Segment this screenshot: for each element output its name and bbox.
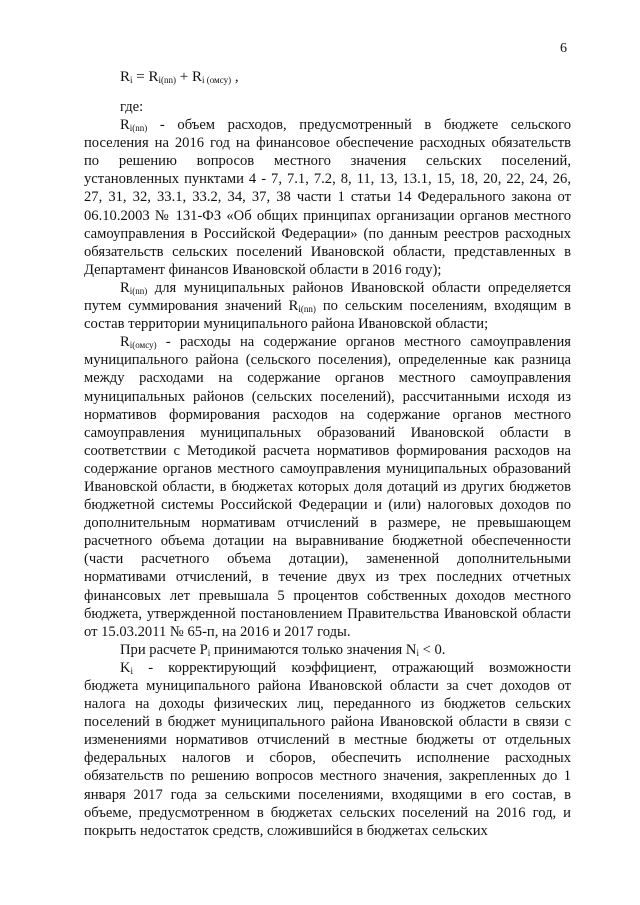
symbol: R	[120, 117, 130, 134]
formula-term1-sub: i(nn)	[158, 75, 177, 85]
symbol-sub-2: i(nn)	[298, 304, 316, 315]
paragraph-pi-condition	[84, 641, 571, 659]
formula-ri	[120, 69, 239, 86]
formula-eq: =	[132, 69, 149, 85]
paragraph-text-a: При расчете P	[120, 641, 208, 658]
paragraph-text-c: < 0.	[418, 641, 446, 658]
formula-tail: ,	[231, 69, 239, 85]
formula-plus: + R	[176, 69, 202, 85]
symbol-sub-2: i	[416, 647, 419, 658]
paragraph-text: - расходы на содержание органов местного самоуправления муниципального района (сельского поселения), определенные как разница между расходами на содержание органов местного самоуправления муниципальных районов (сельских поселений), рассчитанными исходя из нормативов формирования расходов на содержание органов местного самоуправления муниципальных образований Ивановской области в соответствии с Методикой расчета нормативов формирования расходов на содержание органов местного самоуправления муниципальных образований Ивановской области, в бюджетах которых доля дотаций из других бюджетов бюджетной системы Российской Федерации и (или) налоговых доходов по дополнительным нормативам отчислений в размере, не превышающем расчетного объема дотации на выравнивание бюджетной обеспеченности (части расчетного объема дотации), замененной дополнительными нормативами отчислений, в течение двух из трех последних отчетных финансовых лет превышала 5 процентов собственных доходов местного бюджета, утвержденной постановлением Правительства Ивановской области от 15.03.2011 № 65-п, на 2016 и 2017 годы.	[84, 334, 571, 640]
paragraph-text-a: для муниципальных районов Ивановской области определяется путем суммирования значений R	[84, 279, 571, 315]
document-body	[84, 98, 571, 840]
symbol-sub: i	[207, 647, 211, 658]
symbol-sub: i(nn)	[129, 285, 148, 296]
formula-lhs-sub: i	[130, 75, 133, 85]
formula-lhs: R	[120, 69, 131, 85]
symbol: K	[120, 659, 131, 676]
symbol-sub: i(омсу)	[129, 340, 157, 351]
paragraph-text: - объем расходов, предусмотренный в бюджете сельского поселения на 2016 год на финансовое обеспечение расходных обязательств по решению вопросов местного значения сельских поселений, установленных пунктами 4 - 7, 7.1, 7.2, 8, 11, 13, 13.1, 15, 18, 20, 22, 24, 26, 27, 31, 32, 33.1, 33.2, 34, 37, 38 части 1 статьи 14 Федерального закона от 06.10.2003 № 131-ФЗ «Об общих принципах организации органов местного самоуправления в Российской Федерации» (по данным реестров расходных обязательств сельских поселений Ивановской области, представленных в Департамент финансов Ивановской области в 2016 году);	[84, 117, 571, 278]
paragraph-ri-omsu-definition	[84, 333, 571, 641]
paragraph-text-b: по сельским поселениям, входящим в состав территории муниципального района Ивановской области;	[84, 298, 571, 333]
symbol-sub: i	[130, 665, 134, 676]
paragraph-text-b: принимаются только значения N	[210, 641, 417, 658]
page-number: 6	[560, 41, 567, 56]
symbol-sub: i(nn)	[129, 123, 148, 134]
symbol: R	[120, 279, 130, 296]
paragraph-ki-definition	[84, 659, 571, 840]
formula-term1: R	[148, 69, 159, 85]
formula-term2-sub: i (омсу)	[201, 75, 232, 85]
paragraph-text: - корректирующий коэффициент, отражающий возможности бюджета муниципального района Ивановской области за счет доходов от налога на доходы физических лиц, переданного из бюджетов сельских поселений в бюджет муниципального района Ивановской области в связи с изменениями нормативов отчислений в местные бюджеты от отдельных федеральных налогов и сборов, обеспечить исполнение расходных обязательств по решению вопросов местного значения, закрепленных до 1 января 2017 года за сельскими поселениями, входящими в его состав, в объеме, предусмотренном в бюджетах сельских поселений на 2016 год, и покрыть недостаток средств, сложившийся в бюджетах сельских	[84, 659, 571, 839]
paragraph-ri-nn-definition	[84, 116, 571, 279]
symbol: R	[120, 334, 130, 351]
where-label: где:	[120, 99, 144, 115]
paragraph-ri-nn-summation	[84, 279, 571, 333]
